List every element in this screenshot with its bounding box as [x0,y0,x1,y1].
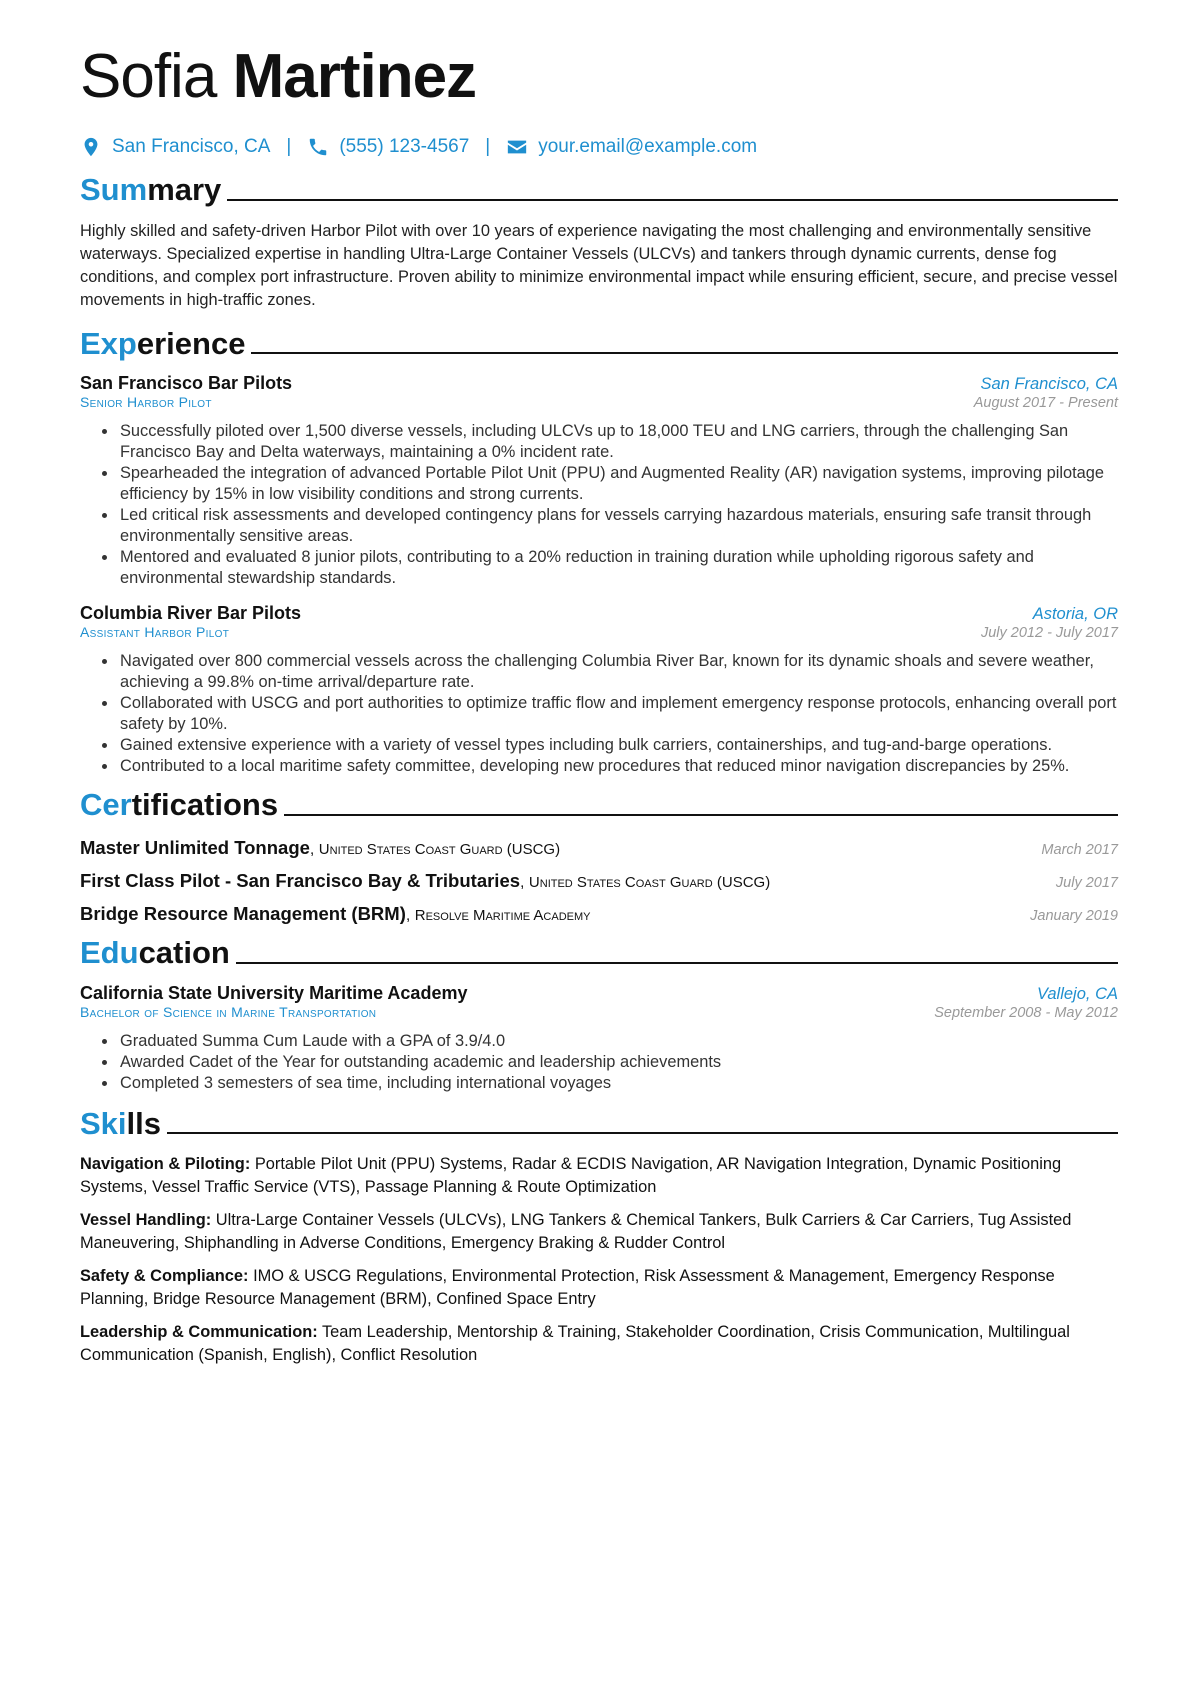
list-item: • Spearheaded the integration of advanced Portable Pilot Unit (PPU) and Augmented Reality (AR) navigation systems, improving pilotage efficiency by 15% in low visibility conditions and strong currents. [118,463,1118,505]
skill-text: IMO & USCG Regulations, Environmental Protection, Risk Assessment & Management, Emergency Response Planning, Bridge Resource Management (BRM), Confined Space Entry [80,1267,1055,1309]
education-dates: September 2008 - May 2012 [934,1004,1118,1021]
skill-label: Vessel Handling: [80,1211,212,1230]
list-item: • Navigated over 800 commercial vessels across the challenging Columbia River Bar, known for its dynamic shoals and severe weather, achieving a 99.8% on-time arrival/departure rate. [118,651,1118,693]
summary-text: Highly skilled and safety-driven Harbor Pilot with over 10 years of experience navigating the most challenging and environmentally sensitive waterways. Specialized expertise in handling Ultra-Large Container Vessels (ULCVs) and tankers through dynamic currents, dense fog conditions, and complex port infrastructure. Proven ability to minimize environmental impact while ensuring efficient, secure, and precise vessel movements in high-traffic zones. [80,221,1118,309]
job-dates: July 2012 - July 2017 [980,625,1118,642]
map-pin-icon [80,136,102,158]
school-name: California State University Maritime Academy [80,982,468,1003]
education-heading [80,935,1118,971]
skill-text: Ultra-Large Container Vessels (ULCVs), LNG Tankers & Chemical Tankers, Bulk Carriers & Car Carriers, Tug Assisted Maneuvering, Shiphandling in Adverse Conditions, Emergency Braking & Rudder Control [80,1211,1072,1253]
job-role: Senior Harbor Pilot [80,394,212,411]
job-location: Astoria, OR [1032,605,1118,624]
job-entry [80,373,1118,589]
section-title: Certifications [80,787,279,823]
cert-title: Bridge Resource Management (BRM) [80,902,406,924]
section-rule [284,814,1118,816]
list-item: • Contributed to a local maritime safety committee, developing new procedures that reduced minor navigation discrepancies by 25%. [118,756,1118,777]
skill-group [80,1321,1118,1367]
list-item: • Gained extensive experience with a variety of vessel types including bulk carriers, containerships, and tug-and-barge operations. [118,735,1118,756]
job-org: Columbia River Bar Pilots [80,603,302,624]
cert-title: First Class Pilot - San Francisco Bay & Tributaries [80,869,521,891]
certifications-heading [80,787,1118,823]
cert-title: Master Unlimited Tonnage [80,836,310,858]
summary-heading [80,172,1118,208]
section-title: Summary [80,172,222,207]
certification-item: First Class Pilot - San Francisco Bay & Tributaries, United States Coast Guard (USCG) July 2017 [80,869,1118,891]
job-dates: August 2017 - Present [973,395,1118,412]
skill-group [80,1209,1118,1255]
section-rule [227,199,1118,201]
list-item: • Successfully piloted over 1,500 diverse vessels, including ULCVs up to 18,000 TEU and LNG carriers, through the challenging San Francisco Bay and Delta waterways, maintaining a 0% incident rate. [118,421,1118,463]
job-bullets [80,421,1118,589]
list-item: • Collaborated with USCG and port authorities to optimize traffic flow and implement emergency response protocols, enhancing overall port safety by 10%. [118,693,1118,735]
job-role: Assistant Harbor Pilot [80,624,230,641]
job-entry [80,603,1118,777]
list-item: • Led critical risk assessments and developed contingency plans for vessels carrying hazardous materials, ensuring safe transit through environmentally sensitive areas. [118,505,1118,547]
school-location: Vallejo, CA [1036,984,1118,1003]
education-entry [80,983,1118,1094]
phone-icon [307,136,329,158]
skill-group [80,1153,1118,1199]
section-title: Experience [80,325,246,361]
phone-text: (555) 123-4567 [339,136,470,157]
cert-date: March 2017 [1041,841,1118,858]
skill-text: Portable Pilot Unit (PPU) Systems, Radar & ECDIS Navigation, AR Navigation Integration, Dynamic Positioning Systems, Vessel Traffic Service (VTS), Passage Planning & Route Optimization [80,1155,1062,1197]
section-rule [251,352,1118,354]
list-item: • Completed 3 semesters of sea time, including international voyages [118,1073,1118,1094]
skill-group [80,1265,1118,1311]
cert-date: July 2017 [1055,874,1118,891]
envelope-icon [506,136,528,158]
skill-label: Navigation & Piloting: [80,1155,251,1174]
section-title: Education [80,934,230,970]
job-org: San Francisco Bar Pilots [80,373,293,394]
degree: Bachelor of Science in Marine Transportation [80,1003,377,1020]
contact-separator: | [286,136,292,157]
skill-label: Safety & Compliance: [80,1267,249,1286]
cert-issuer: Resolve Maritime Academy [414,906,591,924]
cert-issuer: United States Coast Guard (USCG) [318,840,561,858]
location-text: San Francisco, CA [112,136,271,157]
last-name: Martinez [232,42,477,111]
certification-item: Master Unlimited Tonnage, United States Coast Guard (USCG) March 2017 [80,836,1118,858]
experience-heading [80,326,1118,362]
list-item: • Mentored and evaluated 8 junior pilots, contributing to a 20% reduction in training duration while upholding rigorous safety and environmental stewardship standards. [118,547,1118,589]
cert-issuer: United States Coast Guard (USCG) [528,873,771,891]
list-item: • Awarded Cadet of the Year for outstanding academic and leadership achievements [118,1052,1118,1073]
contact-separator: | [485,136,491,157]
candidate-name [80,42,1118,111]
section-title: Skills [80,1105,161,1141]
first-name: Sofia [80,42,217,111]
job-bullets [80,651,1118,777]
job-location: San Francisco, CA [980,375,1118,394]
education-bullets [80,1031,1118,1094]
list-item: • Graduated Summa Cum Laude with a GPA of 3.9/4.0 [118,1031,1118,1052]
skills-heading [80,1106,1118,1142]
cert-date: January 2019 [1030,907,1118,924]
skill-label: Leadership & Communication: [80,1323,318,1342]
section-rule [236,962,1118,964]
contact-line [80,136,1118,158]
section-rule [167,1132,1118,1134]
certification-item: Bridge Resource Management (BRM), Resolve Maritime Academy January 2019 [80,902,1118,924]
email-link[interactable]: your.email@example.com [538,136,758,157]
skill-text: Team Leadership, Mentorship & Training, Stakeholder Coordination, Crisis Communication, Multilingual Communication (Spanish, English), Conflict Resolution [80,1323,1070,1365]
